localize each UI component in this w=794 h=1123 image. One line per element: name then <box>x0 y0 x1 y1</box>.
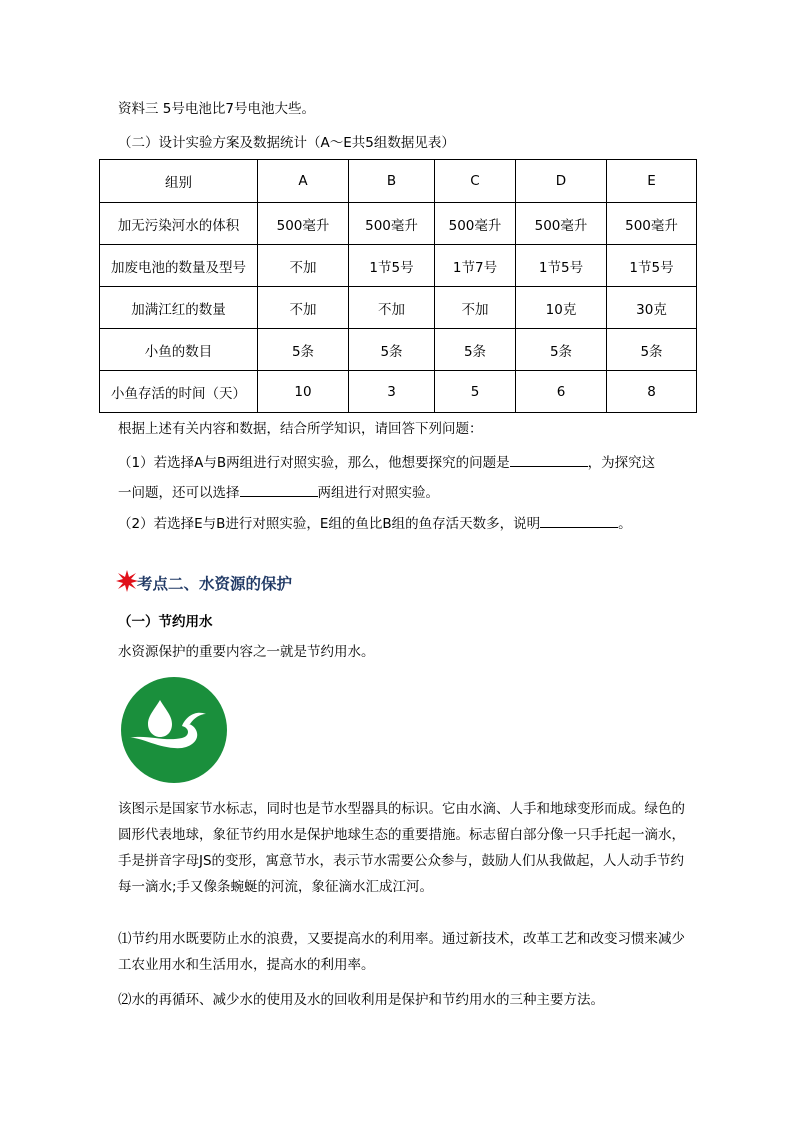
table-cell: 不加 <box>435 287 516 329</box>
table-row <box>100 329 697 371</box>
questions-intro: 根据上述有关内容和数据，结合所学知识，请回答下列问题： <box>118 421 483 437</box>
table-cell: 不加 <box>258 287 349 329</box>
table-cell: 小鱼存活的时间（天） <box>100 371 258 413</box>
water-saving-logo <box>120 676 228 784</box>
question-1-text-d: 两组进行对照实验。 <box>317 485 439 501</box>
question-2-text-a: （2）若选择E与B进行对照实验，E组的鱼比B组的鱼存活天数多，说明 <box>118 516 541 532</box>
table-cell: 10 <box>258 371 349 413</box>
table-cell: 5条 <box>516 329 607 371</box>
answer-blank-3[interactable] <box>540 513 618 528</box>
table-header-row <box>100 160 697 203</box>
answer-blank-1[interactable] <box>510 452 588 467</box>
point-1-text: ⑴节约用水既要防止水的浪费，又要提高水的利用率。通过新技术，改革工艺和改变习惯来减少工农业用水和生活用水，提高水的利用率。 <box>118 931 685 973</box>
table-cell: A <box>258 160 349 203</box>
table-row <box>100 245 697 287</box>
question-1-text-c: 一问题，还可以选择 <box>118 485 240 501</box>
table-cell: 不加 <box>349 287 435 329</box>
table-cell: 加满江红的数量 <box>100 287 258 329</box>
table-cell: 8 <box>607 371 697 413</box>
subsection-1-title: （一）节约用水 <box>118 614 213 630</box>
table-cell: 500毫升 <box>516 203 607 245</box>
table-cell: 500毫升 <box>435 203 516 245</box>
table-cell: 5条 <box>435 329 516 371</box>
table-cell: 5条 <box>258 329 349 371</box>
table-cell: 1节5号 <box>516 245 607 287</box>
key-point-2-title: 考点二、水资源的保护 <box>137 575 293 593</box>
water-saving-intro: 水资源保护的重要内容之一就是节约用水。 <box>118 644 375 660</box>
section-2-title: （二）设计实验方案及数据统计（A～E共5组数据见表） <box>118 135 455 151</box>
table-cell: 组别 <box>100 160 258 203</box>
table-cell: 10克 <box>516 287 607 329</box>
table-cell: E <box>607 160 697 203</box>
table-cell: 5 <box>435 371 516 413</box>
table-cell: 小鱼的数目 <box>100 329 258 371</box>
table-cell: 500毫升 <box>258 203 349 245</box>
question-1-line-1 <box>118 452 655 473</box>
table-cell: B <box>349 160 435 203</box>
question-1-text-b: ，为探究这 <box>587 455 656 471</box>
experiment-data-table <box>99 159 697 413</box>
table-cell: 3 <box>349 371 435 413</box>
table-cell: D <box>516 160 607 203</box>
table-cell: C <box>435 160 516 203</box>
material-3-text: 资料三 5号电池比7号电池大些。 <box>118 101 315 117</box>
table-cell: 30克 <box>607 287 697 329</box>
question-1-line-2 <box>118 482 439 503</box>
table-cell: 500毫升 <box>607 203 697 245</box>
table-cell: 500毫升 <box>349 203 435 245</box>
logo-description: 该图示是国家节水标志，同时也是节水型器具的标识。它由水滴、人手和地球变形而成。绿色的圆形代表地球，象征节约用水是保护地球生态的重要措施。标志留白部分像一只手托起一滴水，手是拼音字母JS的变形，寓意节水，表示节水需要公众参与，鼓励人们从我做起，人人动手节约每一滴水;手又像条蜿蜒的河流，象征滴水汇成江河。 <box>118 801 685 895</box>
table-cell: 1节5号 <box>607 245 697 287</box>
question-2-text-b: 。 <box>618 516 632 532</box>
table-row <box>100 203 697 245</box>
table-cell: 5条 <box>349 329 435 371</box>
table-cell: 不加 <box>258 245 349 287</box>
red-star-icon <box>116 570 138 592</box>
table-cell: 1节5号 <box>349 245 435 287</box>
table-cell: 1节7号 <box>435 245 516 287</box>
table-cell: 6 <box>516 371 607 413</box>
table-cell: 加废电池的数量及型号 <box>100 245 258 287</box>
table-cell: 5条 <box>607 329 697 371</box>
question-2-line <box>118 513 632 534</box>
table-row <box>100 371 697 413</box>
table-cell: 加无污染河水的体积 <box>100 203 258 245</box>
point-2-text: ⑵水的再循环、减少水的使用及水的回收利用是保护和节约用水的三种主要方法。 <box>118 992 604 1008</box>
table-row <box>100 287 697 329</box>
question-1-text-a: （1）若选择A与B两组进行对照实验，那么，他想要探究的问题是 <box>118 455 510 471</box>
answer-blank-2[interactable] <box>240 482 318 497</box>
